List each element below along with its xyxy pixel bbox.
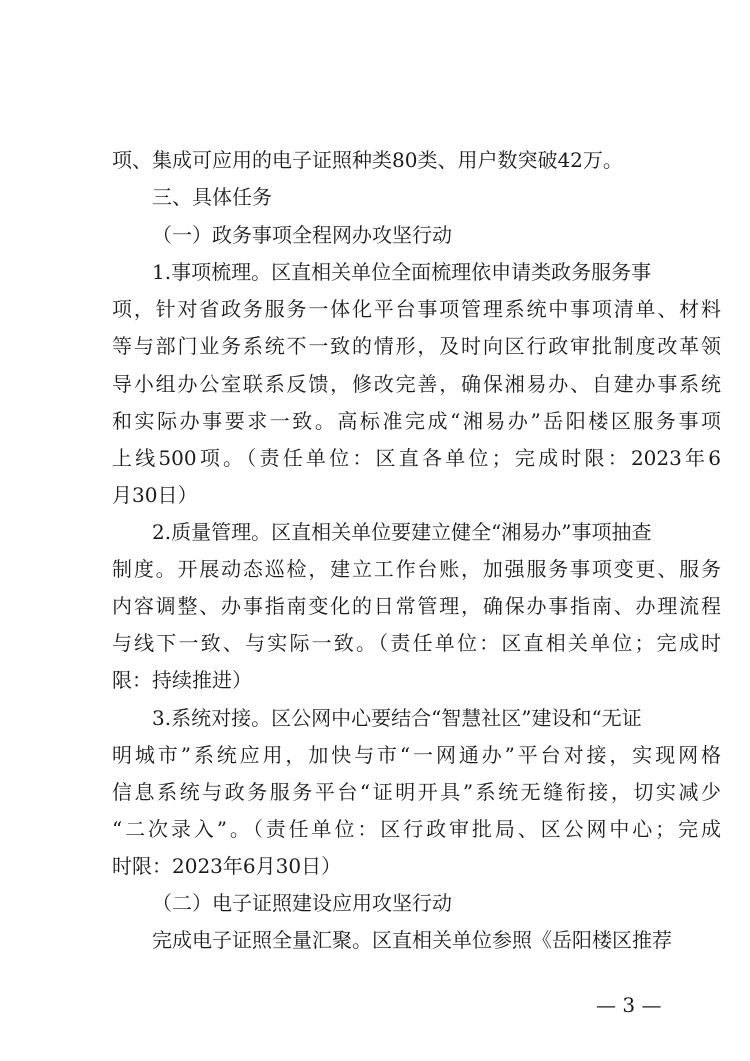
text-line-13: 内容调整、办事指南变化的日常管理，确保办事指南、办理流程 <box>112 594 721 618</box>
subsection-heading-2: （二）电子证照建设应用攻坚行动 <box>152 891 452 915</box>
text-line-12: 制度。开展动态巡检，建立工作台账，加强服务事项变更、服务 <box>112 557 721 581</box>
text-line-5: 项，针对省政务服务一体化平台事项管理系统中事项清单、材料 <box>112 297 721 321</box>
text-line-16: 3.系统对接。区公网中心要结合“智慧社区”建设和“无证 <box>152 706 642 730</box>
text-line-4: 1.事项梳理。区直相关单位全面梳理依申请类政务服务事 <box>152 260 652 284</box>
text-line-1: 项、集成可应用的电子证照种类80类、用户数突破42万。 <box>112 148 623 172</box>
text-line-11: 2.质量管理。区直相关单位要建立健全“湘易办”事项抽查 <box>152 520 652 544</box>
text-line-20: 时限：2023年6月30日） <box>112 854 342 878</box>
text-line-8: 和实际办事要求一致。高标准完成“湘易办”岳阳楼区服务事项 <box>112 409 721 433</box>
text-line-17: 明城市”系统应用，加快与市“一网通办”平台对接，实现网格 <box>112 743 721 767</box>
text-line-22: 完成电子证照全量汇聚。区直相关单位参照《岳阳楼区推荐 <box>152 928 672 952</box>
page-number: — 3 — <box>596 993 662 1017</box>
text-line-18: 信息系统与政务服务平台“证明开具”系统无缝衔接，切实减少 <box>112 780 721 804</box>
text-line-9: 上线500项。（责任单位：区直各单位；完成时限：2023年6 <box>112 446 721 470</box>
text-line-10: 月30日） <box>112 483 198 507</box>
text-line-14: 与线下一致、与实际一致。（责任单位：区直相关单位；完成时 <box>112 631 721 655</box>
text-line-19: “二次录入”。（责任单位：区行政审批局、区公网中心；完成 <box>112 817 721 841</box>
text-line-15: 限：持续推进） <box>112 668 252 692</box>
text-line-7: 导小组办公室联系反馈，修改完善，确保湘易办、自建办事系统 <box>112 372 721 396</box>
subsection-heading-1: （一）政务事项全程网办攻坚行动 <box>152 223 452 247</box>
text-line-6: 等与部门业务系统不一致的情形，及时向区行政审批制度改革领 <box>112 334 721 358</box>
section-heading-3: 三、具体任务 <box>152 185 272 209</box>
